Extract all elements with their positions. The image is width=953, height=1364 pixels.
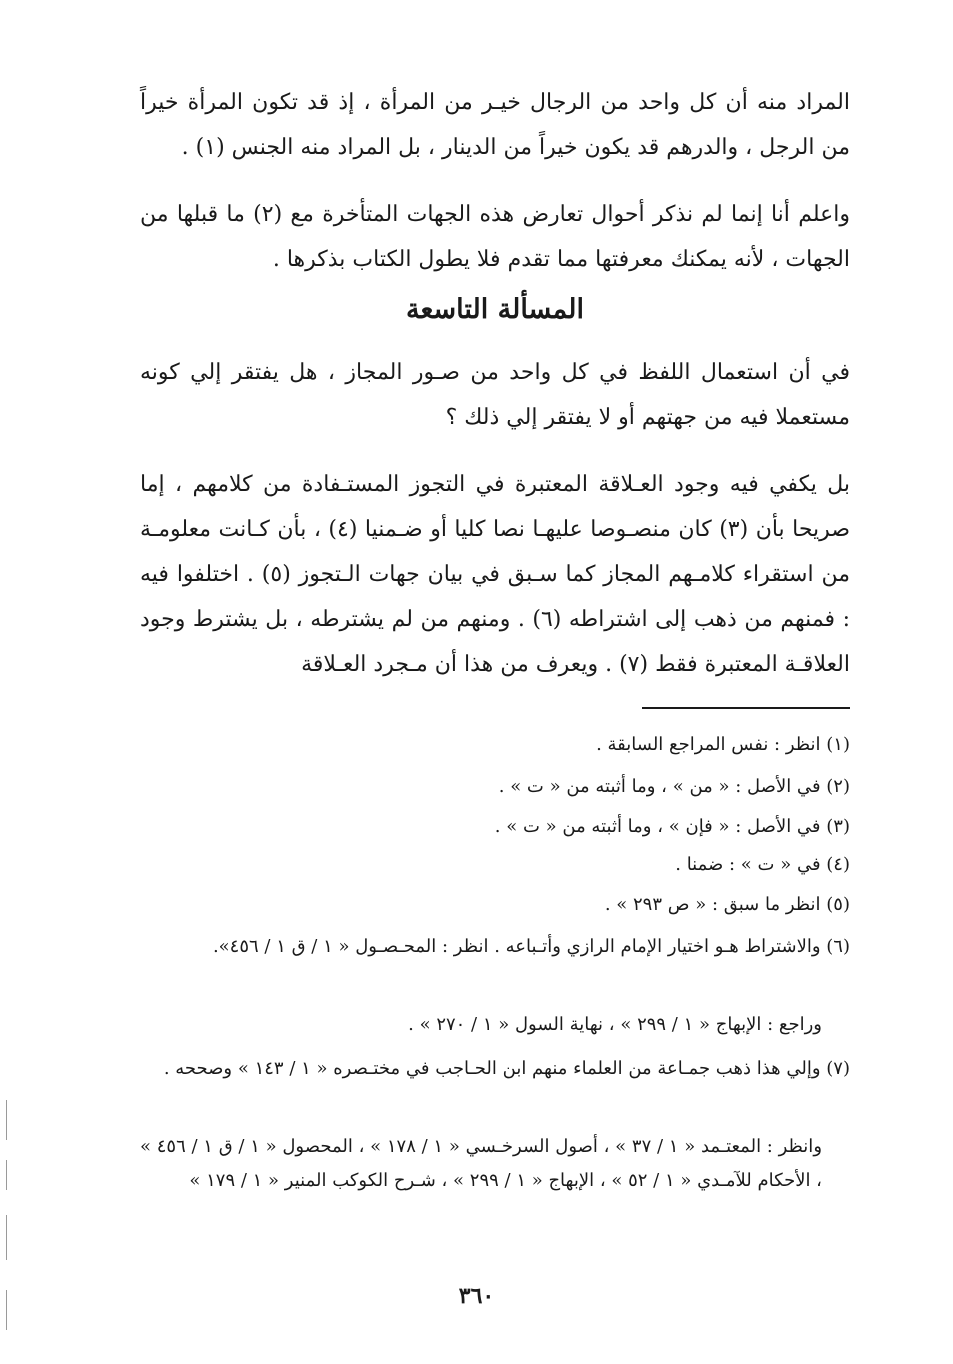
- footnote-6-continuation: وراجع : الإبهاج « ١ / ٢٩٩ » ، نهاية السول « ١ / ٢٧٠ » .: [408, 1014, 822, 1035]
- margin-mark: [6, 1290, 7, 1330]
- footnote-3: (٣) في الأصل : « فإن » ، وما أثبته من « ت » .: [494, 816, 850, 837]
- margin-mark: [6, 1100, 7, 1140]
- paragraph-3: في أن استعمال اللفظ في كل واحد من صـور المجاز ، هل يفتقر إلي كونه مستعملا فيه من جهتهم أو لا يفتقر إلي ذلك ؟: [140, 360, 850, 430]
- page-number: ٣٦٠: [458, 1283, 495, 1309]
- section-heading: المسألة التاسعة: [406, 294, 584, 325]
- footnote-2: (٢) في الأصل : « من » ، وما أثبته من « ت » .: [498, 776, 850, 797]
- footnote-1: (١) انظر : نفس المراجع السابقة .: [596, 734, 850, 755]
- margin-mark: [6, 1215, 7, 1260]
- margin-mark: [6, 1160, 7, 1190]
- footnote-4: (٤) في « ت » : ضمنا .: [675, 854, 850, 875]
- footnote-5: (٥) انظر ما سبق : « ص ٢٩٣ » .: [604, 894, 850, 915]
- footnote-separator: [642, 707, 850, 709]
- paragraph-2: واعلم أنا إنما لم نذكر أحوال تعارض هذه الجهات المتأخرة مع (٢) ما قبلها من الجهات ، لأنه يمكنك معرفتها مما تقدم فلا يطول الكتاب بذكرها .: [140, 202, 850, 272]
- paragraph-1: المراد منه أن كل واحد من الرجال خيـر من المرأة ، إذ قد تكون المرأة خيراً من الرجل ، والدرهم قد يكون خيراً من الدينار ، بل المراد منه الجنس (١) .: [140, 90, 850, 160]
- footnote-6: (٦) والاشتراط هـو اختيار الإمام الرازي وأتـباعه . انظر : المحـصـول « ١ / ق ١ / ٤٥٦».: [212, 936, 850, 957]
- footnote-7: (٧) وإلي هذا ذهب جمـاعة من العلماء منهم ابن الحـاجب في مختـصره « ١ / ١٤٣ » وصححه .: [163, 1058, 850, 1079]
- footnote-7-continuation: وانظر : المعتـمد « ١ / ٣٧ » ، أصول السرخـسي « ١ / ١٧٨ » ، المحصول « ١ / ق ١ / ٤٥٦ » ، الأحكام للآمـدي « ١ / ٥٢ » ، الإبهاج « ١ / ٢٩٩ » ، شـرح الكوكب المنير « ١ / ١٧٩ »: [140, 1136, 823, 1191]
- paragraph-4: بل يكفي فيه وجود العـلاقة المعتبرة في التجوز المستـفادة من كلامهم ، إما صريحا بأن (٣) كان منصـوصا عليهـا نصا كليا أو ضـمنيا (٤) ، بأن كـانت معلومـة من استقراء كلامـهم المجاز كما سـبق في بيان جهات الـتجوز (٥) . اختلفوا فيه : فمنهم من ذهب إلى اشتراطه (٦) . ومنهم من لم يشترطه ، بل يشترط وجود العلاقـة المعتبرة فقط (٧) . ويعرف من هذا أن مـجرد العـلاقة: [140, 472, 850, 677]
